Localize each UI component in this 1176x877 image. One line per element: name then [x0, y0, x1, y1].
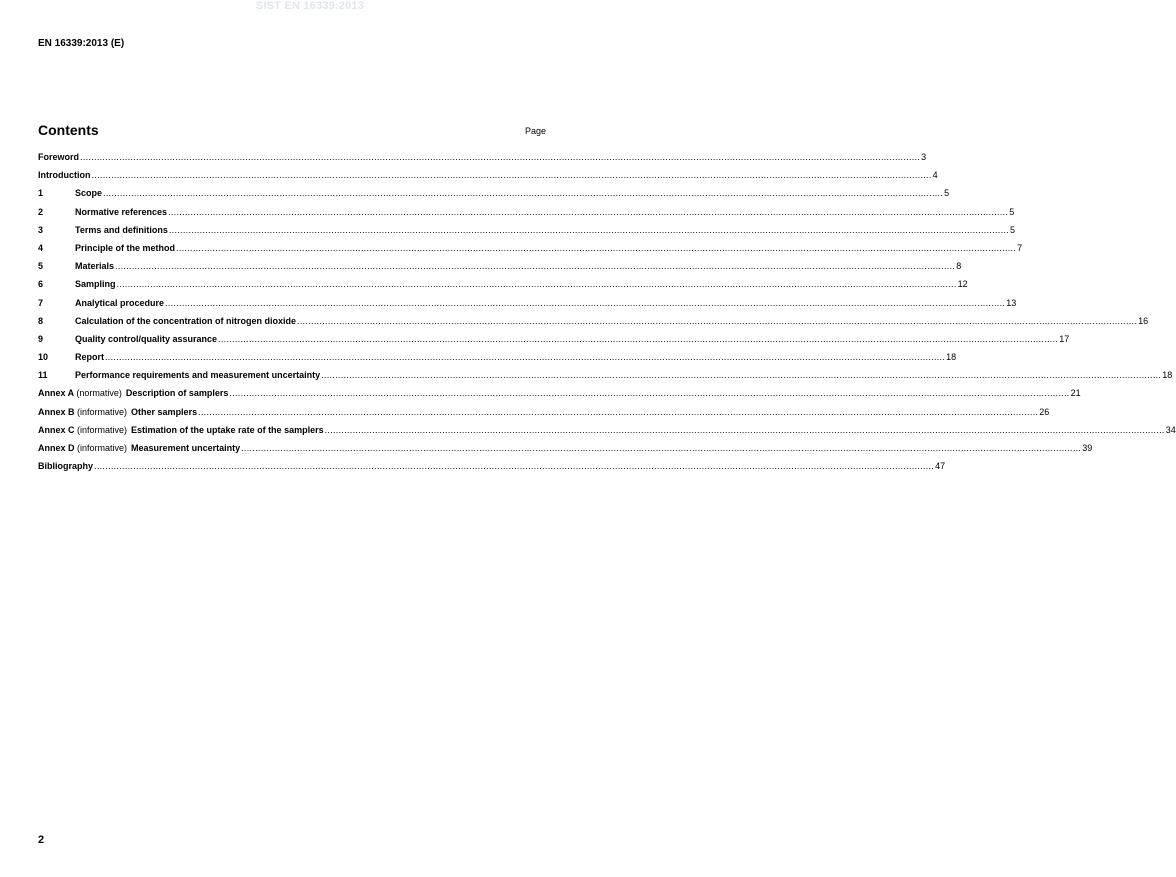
- annex-heading: [38, 388, 228, 398]
- contents-heading: Contents: [38, 122, 99, 138]
- toc-entry-title: Normative references: [75, 206, 168, 217]
- toc-page-number: 17: [1059, 333, 1070, 344]
- toc-page-number: 13: [1006, 297, 1017, 308]
- toc-section-number: 5: [38, 261, 44, 272]
- toc-entry-title: Foreword: [38, 152, 80, 162]
- toc-page-number: 18: [1162, 370, 1173, 381]
- toc-entry-title: Quality control/quality assurance: [75, 333, 218, 344]
- toc-page-number: 47: [935, 461, 946, 472]
- toc-entry-title: Bibliography: [38, 461, 94, 472]
- dot-leader: ............................................................................................................................................................................................................................................................................................................: [165, 297, 1006, 308]
- toc-bibliography[interactable]: [38, 461, 946, 479]
- dot-leader: ............................................................................................................................................................................................................................................................................................................: [115, 261, 956, 272]
- page-column-label: Page: [524, 126, 546, 136]
- toc-section-number: 4: [38, 242, 44, 253]
- toc-entry[interactable]: [38, 224, 1016, 243]
- toc-entry[interactable]: [38, 261, 962, 279]
- toc-entry[interactable]: [38, 370, 1173, 388]
- toc-entry-title: Performance requirements and measurement uncertainty: [75, 370, 321, 381]
- toc-entry-title: Calculation of the concentration of nitrogen dioxide: [75, 315, 297, 326]
- toc-annex-entry[interactable]: [38, 406, 1050, 425]
- toc-entry-title: Introduction: [38, 170, 91, 181]
- toc-page-number: 5: [1009, 206, 1015, 217]
- annex-label: Annex D: [38, 443, 75, 453]
- toc-entry-title: Scope: [75, 188, 103, 199]
- annex-title: Measurement uncertainty: [131, 443, 241, 453]
- toc-entry-title: Report: [75, 352, 104, 363]
- dot-leader: ............................................................................................................................................................................................................................................................................................................: [241, 443, 1082, 453]
- toc-page-number: 12: [957, 279, 968, 290]
- dot-leader: ............................................................................................................................................................................................................................................................................................................: [324, 424, 1165, 435]
- toc-entry-title: Analytical procedure: [75, 297, 165, 308]
- toc-entry[interactable]: [38, 333, 1070, 352]
- watermark: SIST EN 16339:2013: [255, 0, 365, 12]
- toc-entry[interactable]: [38, 242, 1023, 261]
- toc-page-number: 34: [1165, 424, 1176, 435]
- document-id: EN 16339:2013 (E): [38, 38, 125, 49]
- annex-heading: [38, 443, 240, 453]
- page-number: 2: [38, 834, 45, 846]
- toc-entry[interactable]: [38, 279, 968, 297]
- dot-leader: ............................................................................................................................................................................................................................................................................................................: [218, 333, 1059, 344]
- toc-entry-title: Terms and definitions: [75, 224, 168, 235]
- table-of-contents: [38, 152, 1176, 479]
- toc-section-number: 7: [38, 297, 44, 308]
- toc-annex-entry[interactable]: [38, 424, 1176, 443]
- toc-page-number: 26: [1039, 406, 1050, 417]
- toc-annex-entry[interactable]: [38, 388, 1081, 406]
- annex-title: Estimation of the uptake rate of the samplers: [131, 424, 324, 435]
- toc-section-number: 11: [38, 370, 48, 381]
- toc-section-number: 3: [38, 224, 44, 235]
- toc-page-number: 16: [1138, 315, 1149, 326]
- dot-leader: ............................................................................................................................................................................................................................................................................................................: [103, 188, 944, 199]
- toc-entry-title: Materials: [75, 261, 115, 272]
- dot-leader: ............................................................................................................................................................................................................................................................................................................: [94, 461, 935, 472]
- toc-section-number: 6: [38, 279, 44, 290]
- toc-entry[interactable]: [38, 315, 1149, 334]
- annex-label: Annex B: [38, 406, 75, 417]
- dot-leader: ............................................................................................................................................................................................................................................................................................................: [168, 224, 1009, 235]
- toc-page-number: 5: [1010, 224, 1016, 235]
- toc-section-number: 9: [38, 333, 44, 344]
- toc-page-number: 21: [1070, 388, 1081, 399]
- toc-entry[interactable]: [38, 206, 1015, 225]
- toc-entry[interactable]: [38, 352, 957, 370]
- toc-annex-entry[interactable]: [38, 443, 1093, 461]
- toc-section-number: 1: [38, 188, 44, 199]
- annex-kind: (informative): [77, 406, 128, 417]
- toc-page-number: 39: [1082, 443, 1093, 453]
- toc-entry[interactable]: [38, 297, 1017, 316]
- annex-title: Other samplers: [131, 406, 198, 417]
- dot-leader: ............................................................................................................................................................................................................................................................................................................: [198, 406, 1039, 417]
- annex-heading: [38, 425, 324, 435]
- dot-leader: ............................................................................................................................................................................................................................................................................................................: [229, 388, 1070, 399]
- toc-entry[interactable]: [38, 188, 950, 206]
- dot-leader: ............................................................................................................................................................................................................................................................................................................: [116, 279, 957, 290]
- dot-leader: ............................................................................................................................................................................................................................................................................................................: [297, 315, 1138, 326]
- annex-label: Annex C: [38, 424, 75, 435]
- annex-label: Annex A: [38, 388, 74, 399]
- annex-title: Description of samplers: [125, 388, 229, 399]
- toc-entry[interactable]: [38, 152, 927, 170]
- annex-kind: (informative): [77, 443, 128, 453]
- toc-page-number: 3: [921, 152, 927, 162]
- dot-leader: ............................................................................................................................................................................................................................................................................................................: [91, 170, 932, 181]
- toc-page-number: 8: [956, 261, 962, 272]
- toc-entry-title: Principle of the method: [75, 242, 176, 253]
- toc-page-number: 18: [946, 352, 957, 363]
- toc-section-number: 2: [38, 206, 44, 217]
- annex-kind: (normative): [76, 388, 122, 399]
- toc-entry[interactable]: [38, 170, 938, 188]
- annex-kind: (informative): [77, 424, 128, 435]
- dot-leader: ............................................................................................................................................................................................................................................................................................................: [176, 242, 1017, 253]
- toc-section-number: 10: [38, 352, 49, 363]
- toc-page-number: 7: [1017, 242, 1023, 253]
- dot-leader: ............................................................................................................................................................................................................................................................................................................: [80, 152, 921, 162]
- dot-leader: ............................................................................................................................................................................................................................................................................................................: [168, 206, 1009, 217]
- toc-section-number: 8: [38, 315, 44, 326]
- toc-entry-title: Sampling: [75, 279, 116, 290]
- toc-page-number: 5: [944, 188, 950, 199]
- dot-leader: ............................................................................................................................................................................................................................................................................................................: [321, 370, 1162, 381]
- dot-leader: ............................................................................................................................................................................................................................................................................................................: [105, 352, 946, 363]
- annex-heading: [38, 407, 197, 417]
- toc-page-number: 4: [932, 170, 938, 181]
